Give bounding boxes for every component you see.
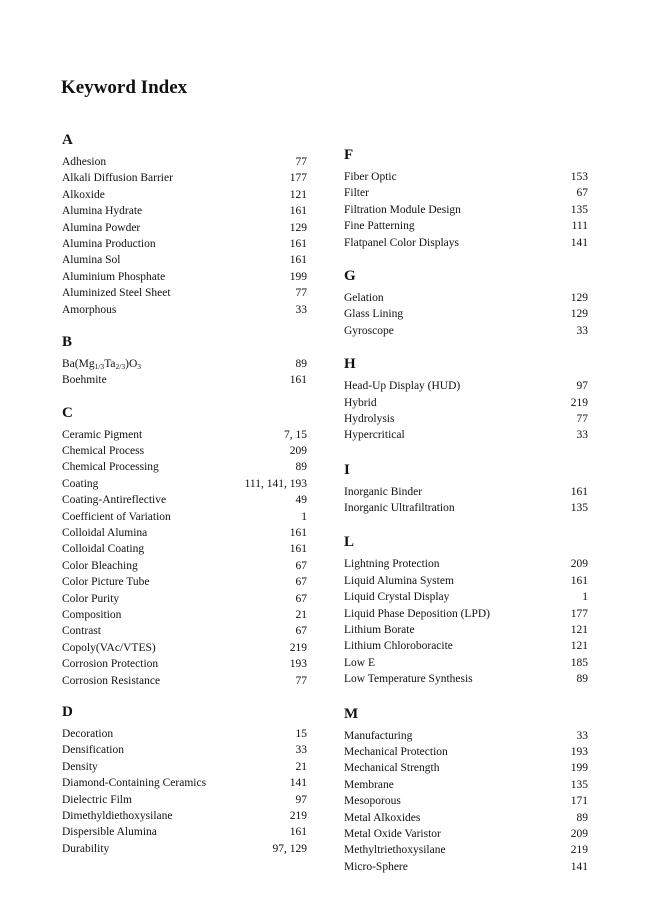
index-section-b (62, 333, 307, 389)
index-entry (344, 760, 588, 776)
index-term: Inorganic Ultrafiltration (344, 502, 455, 515)
index-entry (344, 810, 588, 826)
index-pages: 193 (570, 745, 588, 758)
index-pages: 219 (570, 844, 588, 857)
index-term: Lithium Borate (344, 624, 415, 637)
index-entry (62, 623, 307, 639)
index-entry (344, 777, 588, 793)
index-entry (344, 638, 588, 654)
index-term: Liquid Crystal Display (344, 591, 450, 604)
index-entry (344, 290, 588, 306)
index-pages: 121 (570, 624, 588, 637)
index-pages: 135 (570, 502, 588, 515)
index-term: Coefficient of Variation (62, 510, 171, 523)
index-term: Colloidal Alumina (62, 527, 148, 540)
index-term: Color Purity (62, 592, 120, 605)
index-pages: 33 (576, 429, 588, 442)
index-term: Flatpanel Color Displays (344, 236, 459, 249)
index-pages: 209 (570, 558, 588, 571)
index-term: Coating-Antireflective (62, 494, 167, 507)
index-pages: 209 (289, 445, 307, 458)
index-term: Densification (62, 744, 124, 757)
index-term: Gelation (344, 291, 384, 304)
index-entry (62, 269, 307, 285)
index-term: Filter (344, 187, 369, 200)
index-pages: 121 (289, 188, 307, 201)
index-entry (62, 541, 307, 557)
index-entry (344, 859, 588, 875)
index-term: Mesoporous (344, 795, 401, 808)
index-entry (62, 356, 307, 372)
index-entry (344, 793, 588, 809)
index-term: Alumina Hydrate (62, 205, 143, 218)
index-entry (344, 671, 588, 687)
index-pages: 209 (570, 827, 588, 840)
index-term: Dielectric Film (62, 793, 132, 806)
index-term: Methyltriethoxysilane (344, 844, 446, 857)
index-pages: 153 (570, 171, 588, 183)
index-pages: 49 (295, 494, 307, 507)
index-term: Hydrolysis (344, 412, 395, 425)
index-term: Fine Patterning (344, 220, 415, 233)
index-pages: 15 (295, 727, 307, 740)
index-entry (62, 640, 307, 656)
index-pages: 161 (289, 237, 307, 250)
index-entry (62, 302, 307, 318)
index-entry (62, 673, 307, 689)
index-pages: 177 (289, 172, 307, 185)
index-pages: 135 (570, 203, 588, 216)
index-term: Durability (62, 842, 110, 855)
index-entry (62, 525, 307, 541)
index-term: Diamond-Containing Ceramics (62, 777, 207, 790)
index-term: Metal Oxide Varistor (344, 827, 441, 840)
index-term: Colloidal Coating (62, 543, 145, 556)
index-term: Color Picture Tube (62, 576, 150, 589)
index-pages: 97 (295, 793, 307, 806)
index-section-l (344, 533, 588, 687)
index-pages: 67 (295, 592, 307, 605)
index-pages: 89 (295, 461, 307, 474)
index-pages: 7, 15 (284, 428, 307, 441)
index-pages: 89 (576, 673, 588, 686)
index-pages: 111, 141, 193 (244, 477, 307, 490)
index-entry (62, 775, 307, 791)
index-term: Corrosion Resistance (62, 674, 161, 687)
index-entry (62, 574, 307, 590)
index-pages: 121 (570, 640, 588, 653)
index-entry (344, 606, 588, 622)
index-term: Color Bleaching (62, 559, 138, 572)
index-pages: 219 (289, 641, 307, 654)
index-pages: 21 (295, 608, 307, 621)
index-pages: 89 (295, 357, 307, 370)
index-entry (344, 826, 588, 842)
index-term: Membrane (344, 778, 394, 791)
index-term: Dispersible Alumina (62, 826, 157, 839)
index-entry (62, 792, 307, 808)
index-entry (62, 252, 307, 268)
page-title: Keyword Index (61, 77, 188, 98)
section-letter: C (62, 404, 73, 421)
index-entry (344, 185, 588, 201)
index-term: Density (62, 760, 98, 773)
index-entry (344, 842, 588, 858)
index-term: Fiber Optic (344, 171, 397, 183)
index-term: Low E (344, 656, 375, 669)
index-term: Contrast (62, 625, 101, 638)
section-letter: I (344, 461, 350, 478)
index-entry (62, 759, 307, 775)
index-pages: 111 (571, 220, 588, 233)
index-entry (62, 154, 307, 170)
index-entry (344, 411, 588, 427)
index-section-m (344, 705, 588, 876)
index-term: Glass Lining (344, 308, 404, 321)
section-letter: D (62, 703, 73, 720)
index-entry (344, 427, 588, 443)
index-term: Aluminized Steel Sheet (62, 287, 171, 300)
index-term: Alumina Sol (62, 254, 121, 267)
index-term: Amorphous (62, 303, 117, 316)
index-entry (344, 323, 588, 339)
index-section-a (62, 131, 307, 318)
index-entry (344, 573, 588, 589)
index-term: Ceramic Pigment (62, 428, 143, 441)
index-entry (344, 500, 588, 516)
index-pages: 129 (570, 308, 588, 321)
index-term: Liquid Alumina System (344, 574, 454, 587)
index-entry (344, 655, 588, 671)
index-pages: 141 (570, 860, 588, 873)
index-entry (62, 443, 307, 459)
index-pages: 161 (289, 205, 307, 218)
index-pages: 67 (295, 559, 307, 572)
index-pages: 21 (295, 760, 307, 773)
index-pages: 141 (289, 777, 307, 790)
section-letter: M (344, 705, 359, 722)
index-pages: 141 (570, 236, 588, 249)
index-entry (62, 558, 307, 574)
index-pages: 77 (295, 287, 307, 300)
index-pages: 161 (289, 543, 307, 556)
index-entry (62, 607, 307, 623)
index-pages: 33 (576, 729, 588, 742)
index-entry (62, 187, 307, 203)
index-term: Hypercritical (344, 429, 405, 442)
index-pages: 97, 129 (272, 842, 307, 855)
index-entry (62, 492, 307, 508)
index-pages: 67 (295, 625, 307, 638)
index-entry (344, 395, 588, 411)
index-pages: 185 (570, 656, 588, 669)
index-entry (62, 220, 307, 236)
index-entry (344, 235, 588, 251)
index-section-i (344, 461, 588, 517)
index-section-g (344, 267, 588, 339)
index-entry (344, 589, 588, 605)
index-term: Alkoxide (62, 188, 105, 201)
index-pages: 171 (570, 795, 588, 808)
index-entry (344, 622, 588, 638)
index-term: Micro-Sphere (344, 860, 408, 873)
index-entry (344, 556, 588, 572)
index-term: Copoly(VAc/VTES) (62, 641, 156, 654)
section-letter: A (62, 132, 73, 148)
index-term: Chemical Processing (62, 461, 159, 474)
index-pages: 161 (289, 254, 307, 267)
index-entry (62, 742, 307, 758)
index-term: Manufacturing (344, 729, 413, 742)
index-entry (62, 656, 307, 672)
index-entry (62, 824, 307, 840)
index-term: Low Temperature Synthesis (344, 673, 473, 686)
index-entry (62, 726, 307, 742)
index-term: Chemical Process (62, 445, 145, 458)
section-letter: L (344, 534, 355, 551)
index-entry (344, 218, 588, 234)
index-section-c (62, 404, 307, 689)
index-entry (62, 285, 307, 301)
index-entry (62, 591, 307, 607)
index-pages: 77 (576, 412, 588, 425)
index-pages: 89 (576, 811, 588, 824)
index-pages: 1 (582, 591, 588, 604)
index-term: $Ba(Mg_{1/3}Ta_{2/3})O_3$ (62, 357, 141, 371)
index-entry (344, 169, 588, 185)
index-pages: 33 (576, 324, 588, 337)
index-column-right (344, 146, 588, 875)
index-term: Boehmite (62, 374, 107, 387)
index-column-left (62, 131, 307, 857)
index-pages: 161 (570, 574, 588, 587)
index-term: Lithium Chloroboracite (344, 640, 453, 653)
index-pages: 77 (295, 156, 307, 168)
index-pages: 77 (295, 674, 307, 687)
index-entry (344, 378, 588, 394)
index-entry (344, 202, 588, 218)
index-term: Filtration Module Design (344, 203, 461, 216)
index-pages: 135 (570, 778, 588, 791)
index-section-d (62, 703, 307, 857)
index-term: Metal Alkoxides (344, 811, 421, 824)
index-pages: 129 (570, 291, 588, 304)
index-term: Composition (62, 608, 122, 621)
index-pages: 33 (295, 744, 307, 757)
index-entry (62, 427, 307, 443)
index-pages: 219 (570, 396, 588, 409)
index-pages: 177 (570, 607, 588, 620)
index-entry (62, 476, 307, 492)
index-term: Gyroscope (344, 324, 394, 337)
index-term: Hybrid (344, 396, 377, 409)
index-entry (62, 459, 307, 475)
section-letter: G (344, 267, 356, 284)
index-entry (62, 170, 307, 186)
index-entry (344, 744, 588, 760)
index-pages: 199 (289, 270, 307, 283)
section-letter: B (62, 333, 73, 350)
index-pages: 67 (576, 187, 588, 200)
index-entry (62, 808, 307, 824)
index-term: Head-Up Display (HUD) (344, 380, 461, 393)
index-term: Dimethyldiethoxysilane (62, 809, 173, 822)
index-pages: 33 (295, 303, 307, 316)
index-entry (344, 484, 588, 500)
index-term: Inorganic Binder (344, 485, 423, 498)
index-section-h (344, 355, 588, 444)
index-term: Aluminium Phosphate (62, 270, 166, 283)
index-pages: 1 (301, 510, 307, 523)
index-term: Lightning Protection (344, 558, 440, 571)
index-pages: 161 (570, 485, 588, 498)
index-pages: 161 (289, 374, 307, 387)
index-section-f (344, 146, 588, 251)
index-pages: 67 (295, 576, 307, 589)
index-term: Alumina Production (62, 237, 156, 250)
index-term: Mechanical Strength (344, 762, 440, 775)
index-entry (62, 236, 307, 252)
index-entry (62, 509, 307, 525)
index-pages: 97 (576, 380, 588, 393)
index-pages: 161 (289, 826, 307, 839)
index-entry (62, 203, 307, 219)
index-term: Corrosion Protection (62, 658, 159, 671)
index-term: Mechanical Protection (344, 745, 448, 758)
section-letter: H (344, 356, 356, 373)
index-entry (62, 841, 307, 857)
index-entry (62, 372, 307, 388)
index-term: Adhesion (62, 156, 107, 168)
index-entry (344, 728, 588, 744)
index-term: Alumina Powder (62, 221, 141, 234)
index-term: Liquid Phase Deposition (LPD) (344, 607, 490, 620)
index-term: Coating (62, 477, 99, 490)
index-pages: 161 (289, 527, 307, 540)
index-term: Decoration (62, 727, 114, 740)
index-pages: 219 (289, 809, 307, 822)
index-pages: 129 (289, 221, 307, 234)
index-entry (344, 306, 588, 322)
index-pages: 193 (289, 658, 307, 671)
index-pages: 199 (570, 762, 588, 775)
section-letter: F (344, 147, 354, 163)
index-term: Alkali Diffusion Barrier (62, 172, 173, 185)
